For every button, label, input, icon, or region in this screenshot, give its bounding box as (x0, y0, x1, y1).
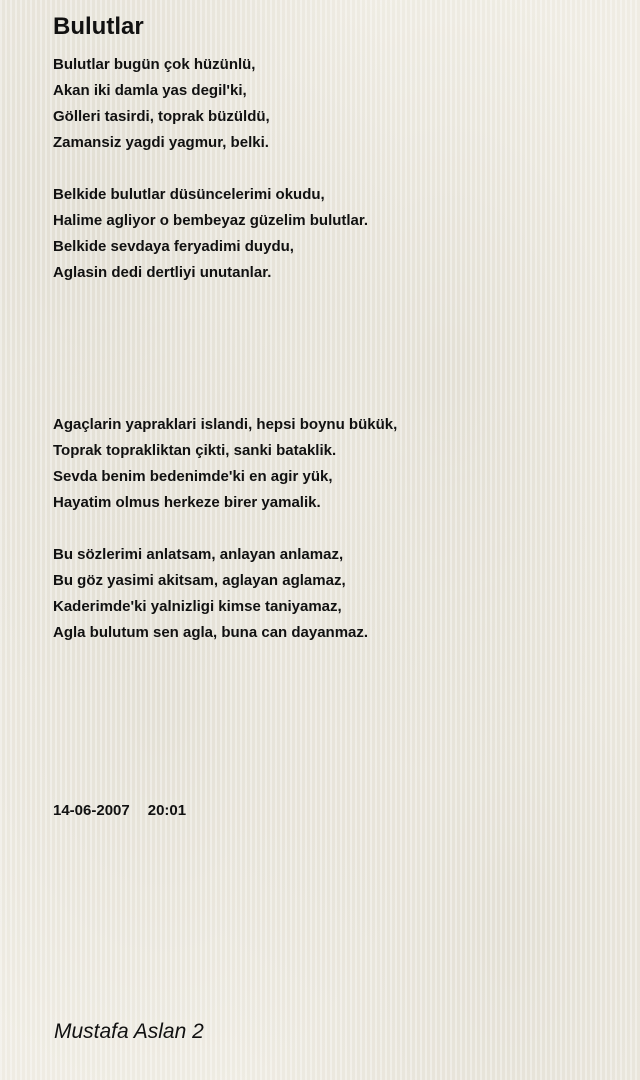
poem-line: Sevda benim bedenimde'ki en agir yük, (53, 468, 333, 485)
poem-line: Gölleri tasirdi, toprak büzüldü, (53, 108, 270, 125)
poem-stanza (53, 52, 270, 156)
poem-author: Mustafa Aslan 2 (54, 1020, 204, 1043)
poem-line: Akan iki damla yas degil'ki, (53, 82, 247, 99)
poem-line: Aglasin dedi dertliyi unutanlar. (53, 264, 272, 281)
poem-line: Kaderimde'ki yalnizligi kimse taniyamaz, (53, 598, 342, 615)
poem-title: Bulutlar (53, 13, 144, 40)
poem-datetime (53, 800, 186, 822)
poem-line: Agla bulutum sen agla, buna can dayanmaz. (53, 624, 369, 641)
poem-line: Bu göz yasimi akitsam, aglayan aglamaz, (53, 572, 346, 589)
poem-line: Agaçlarin yapraklari islandi, hepsi boynu bükük, (53, 416, 398, 433)
poem-line: Bulutlar bugün çok hüzünlü, (53, 56, 256, 73)
poem-stanza (53, 412, 397, 516)
poem-line: Belkide sevdaya feryadimi duydu, (53, 238, 294, 255)
poem-line: Bu sözlerimi anlatsam, anlayan anlamaz, (53, 546, 344, 563)
poem-line: Toprak toprakliktan çikti, sanki bataklik. (53, 442, 337, 459)
poem-line: Belkide bulutlar düsüncelerimi okudu, (53, 186, 325, 203)
poem-stanza (53, 182, 368, 286)
poem-stanza (53, 542, 368, 646)
poem-line: Hayatim olmus herkeze birer yamalik. (53, 494, 321, 511)
poem-line: Halime agliyor o bembeyaz güzelim bulutlar. (53, 212, 369, 229)
poem-time: 20:01 (147, 802, 187, 819)
poem-line: Zamansiz yagdi yagmur, belki. (53, 134, 269, 151)
poem-date: 14-06-2007 (53, 802, 130, 819)
